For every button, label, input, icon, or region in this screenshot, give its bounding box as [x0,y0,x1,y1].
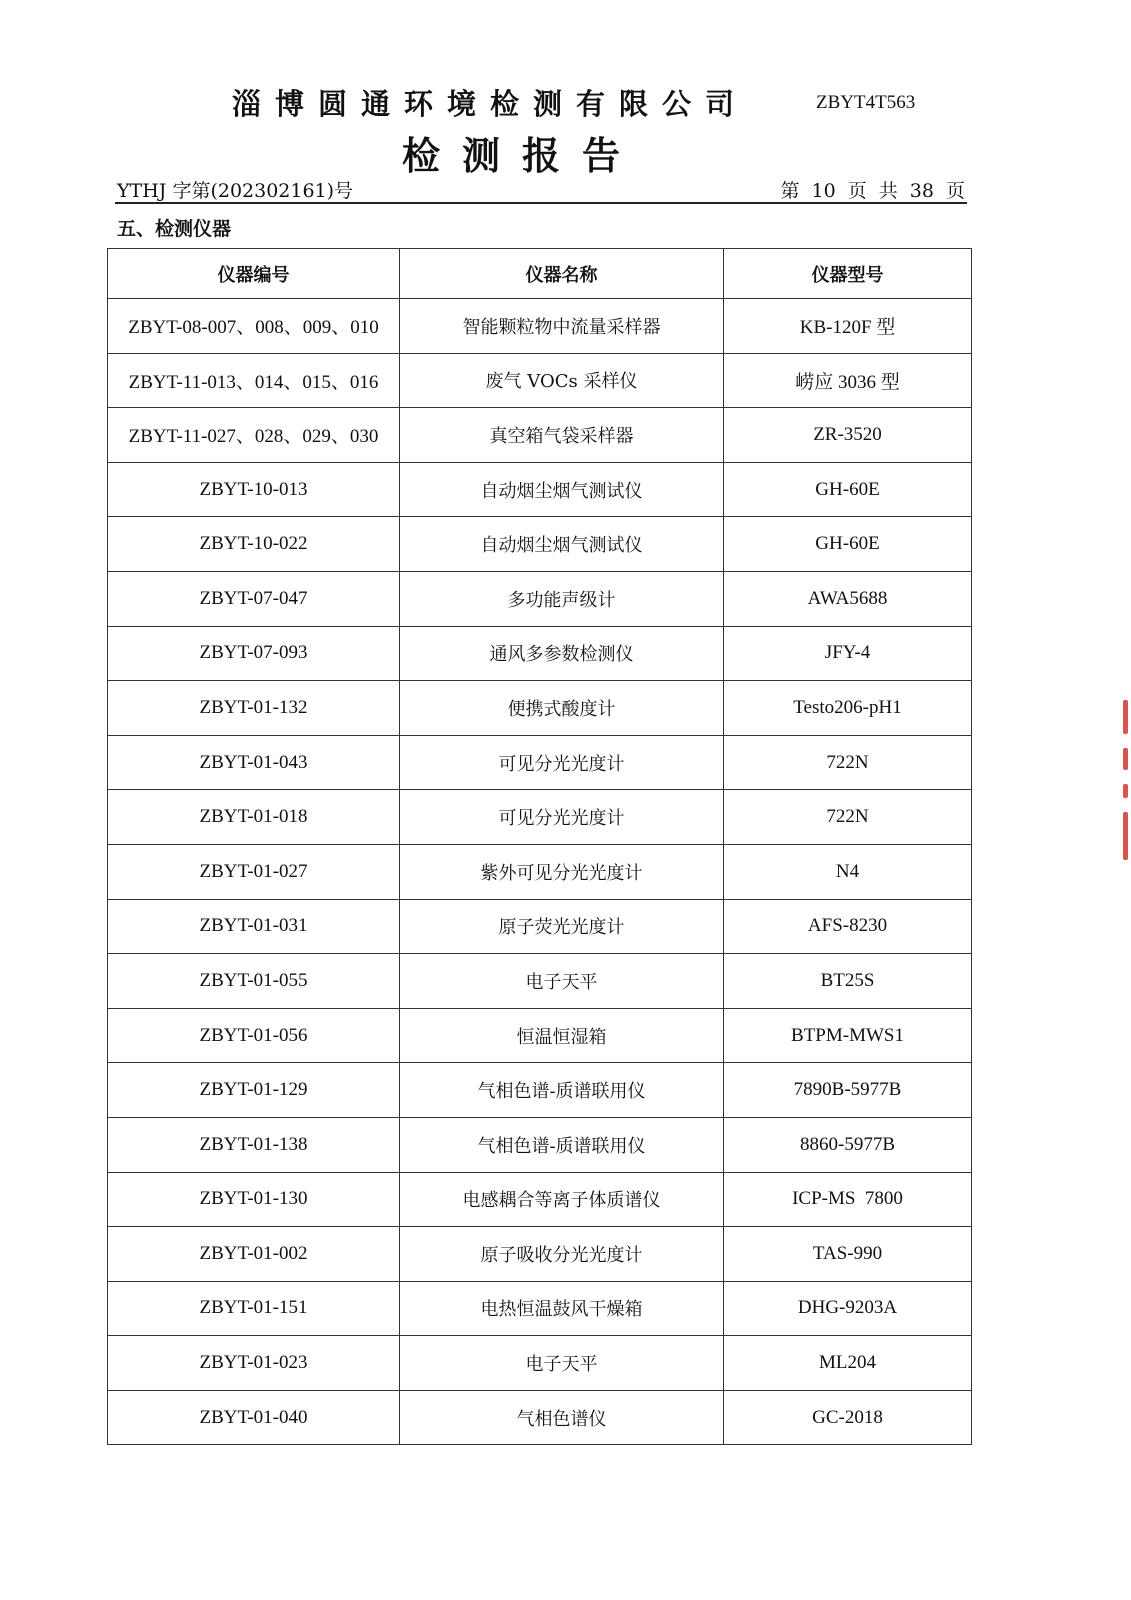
instrument-name: 真空箱气袋采样器 [400,408,724,463]
header-divider [115,202,967,204]
instrument-name: 气相色谱-质谱联用仪 [400,1117,724,1172]
table-row [108,681,972,736]
instrument-name: 电感耦合等离子体质谱仪 [400,1172,724,1227]
table-row [108,462,972,517]
header-instrument-id: 仪器编号 [108,249,400,299]
table-row [108,299,972,354]
header-instrument-name: 仪器名称 [400,249,724,299]
instrument-model: GH-60E [724,462,972,517]
company-name: 淄博圆通环境检测有限公司 [231,87,748,121]
instrument-model: 8860-5977B [724,1117,972,1172]
table-row [108,1390,972,1445]
instrument-model: ML204 [724,1336,972,1391]
instrument-name: 电子天平 [400,1336,724,1391]
instrument-name: 便携式酸度计 [400,681,724,736]
instrument-name: 智能颗粒物中流量采样器 [400,299,724,354]
instrument-id: ZBYT-01-132 [108,681,400,736]
instrument-model: GC-2018 [724,1390,972,1445]
table-row [108,408,972,463]
instrument-model: 7890B-5977B [724,1063,972,1118]
instrument-name: 可见分光光度计 [400,735,724,790]
table-row [108,626,972,681]
instrument-model: BTPM-MWS1 [724,1008,972,1063]
table-row [108,844,972,899]
instrument-name: 电热恒温鼓风干燥箱 [400,1281,724,1336]
instrument-name: 恒温恒湿箱 [400,1008,724,1063]
instrument-name: 自动烟尘烟气测试仪 [400,517,724,572]
instrument-name: 气相色谱仪 [400,1390,724,1445]
header-instrument-model: 仪器型号 [724,249,972,299]
instrument-model: ICP-MS 7800 [724,1172,972,1227]
instrument-name: 可见分光光度计 [400,790,724,845]
instrument-name: 自动烟尘烟气测试仪 [400,462,724,517]
instrument-id: ZBYT-01-151 [108,1281,400,1336]
instrument-id: ZBYT-01-027 [108,844,400,899]
instrument-name: 原子荧光光度计 [400,899,724,954]
instrument-name: 废气 VOCs 采样仪 [400,353,724,408]
instrument-model: DHG-9203A [724,1281,972,1336]
instrument-model: KB-120F 型 [724,299,972,354]
instrument-id: ZBYT-10-022 [108,517,400,572]
instrument-model: GH-60E [724,517,972,572]
section-title: 五、检测仪器 [117,218,232,240]
table-row [108,1227,972,1282]
instrument-model: AFS-8230 [724,899,972,954]
instrument-model: JFY-4 [724,626,972,681]
instrument-model: N4 [724,844,972,899]
instrument-id: ZBYT-10-013 [108,462,400,517]
instrument-id: ZBYT-11-027、028、029、030 [108,408,400,463]
table-row [108,1008,972,1063]
seal-stamp-edge [1123,700,1131,890]
instrument-id: ZBYT-01-043 [108,735,400,790]
table-row [108,899,972,954]
instrument-model: BT25S [724,954,972,1009]
table-row [108,353,972,408]
table-row [108,517,972,572]
instrument-table [107,248,972,1445]
table-row [108,790,972,845]
instrument-id: ZBYT-01-056 [108,1008,400,1063]
instrument-id: ZBYT-07-047 [108,571,400,626]
table-row [108,954,972,1009]
instrument-model: Testo206-pH1 [724,681,972,736]
table-row [108,571,972,626]
instrument-model: ZR-3520 [724,408,972,463]
instrument-name: 原子吸收分光光度计 [400,1227,724,1282]
instrument-model: 722N [724,790,972,845]
instrument-model: 崂应 3036 型 [724,353,972,408]
instrument-id: ZBYT-01-031 [108,899,400,954]
instrument-name: 多功能声级计 [400,571,724,626]
table-row [108,735,972,790]
report-title: 检测报告 [401,133,642,178]
page-info: 第 10 页 共 38 页 [780,180,965,202]
instrument-id: ZBYT-01-023 [108,1336,400,1391]
instrument-name: 电子天平 [400,954,724,1009]
instrument-id: ZBYT-01-138 [108,1117,400,1172]
instrument-id: ZBYT-01-018 [108,790,400,845]
instrument-id: ZBYT-01-130 [108,1172,400,1227]
instrument-model: AWA5688 [724,571,972,626]
table-row [108,1117,972,1172]
instrument-id: ZBYT-07-093 [108,626,400,681]
instrument-name: 通风多参数检测仪 [400,626,724,681]
instrument-id: ZBYT-01-040 [108,1390,400,1445]
table-header-row [108,249,972,299]
table-row [108,1063,972,1118]
instrument-name: 气相色谱-质谱联用仪 [400,1063,724,1118]
report-code: ZBYT4T563 [816,92,916,113]
instrument-model: 722N [724,735,972,790]
instrument-name: 紫外可见分光光度计 [400,844,724,899]
report-number: YTHJ 字第(202302161)号 [117,180,354,202]
instrument-id: ZBYT-01-002 [108,1227,400,1282]
instrument-model: TAS-990 [724,1227,972,1282]
instrument-id: ZBYT-08-007、008、009、010 [108,299,400,354]
table-row [108,1172,972,1227]
instrument-id: ZBYT-01-055 [108,954,400,1009]
instrument-id: ZBYT-01-129 [108,1063,400,1118]
table-row [108,1336,972,1391]
table-row [108,1281,972,1336]
instrument-id: ZBYT-11-013、014、015、016 [108,353,400,408]
